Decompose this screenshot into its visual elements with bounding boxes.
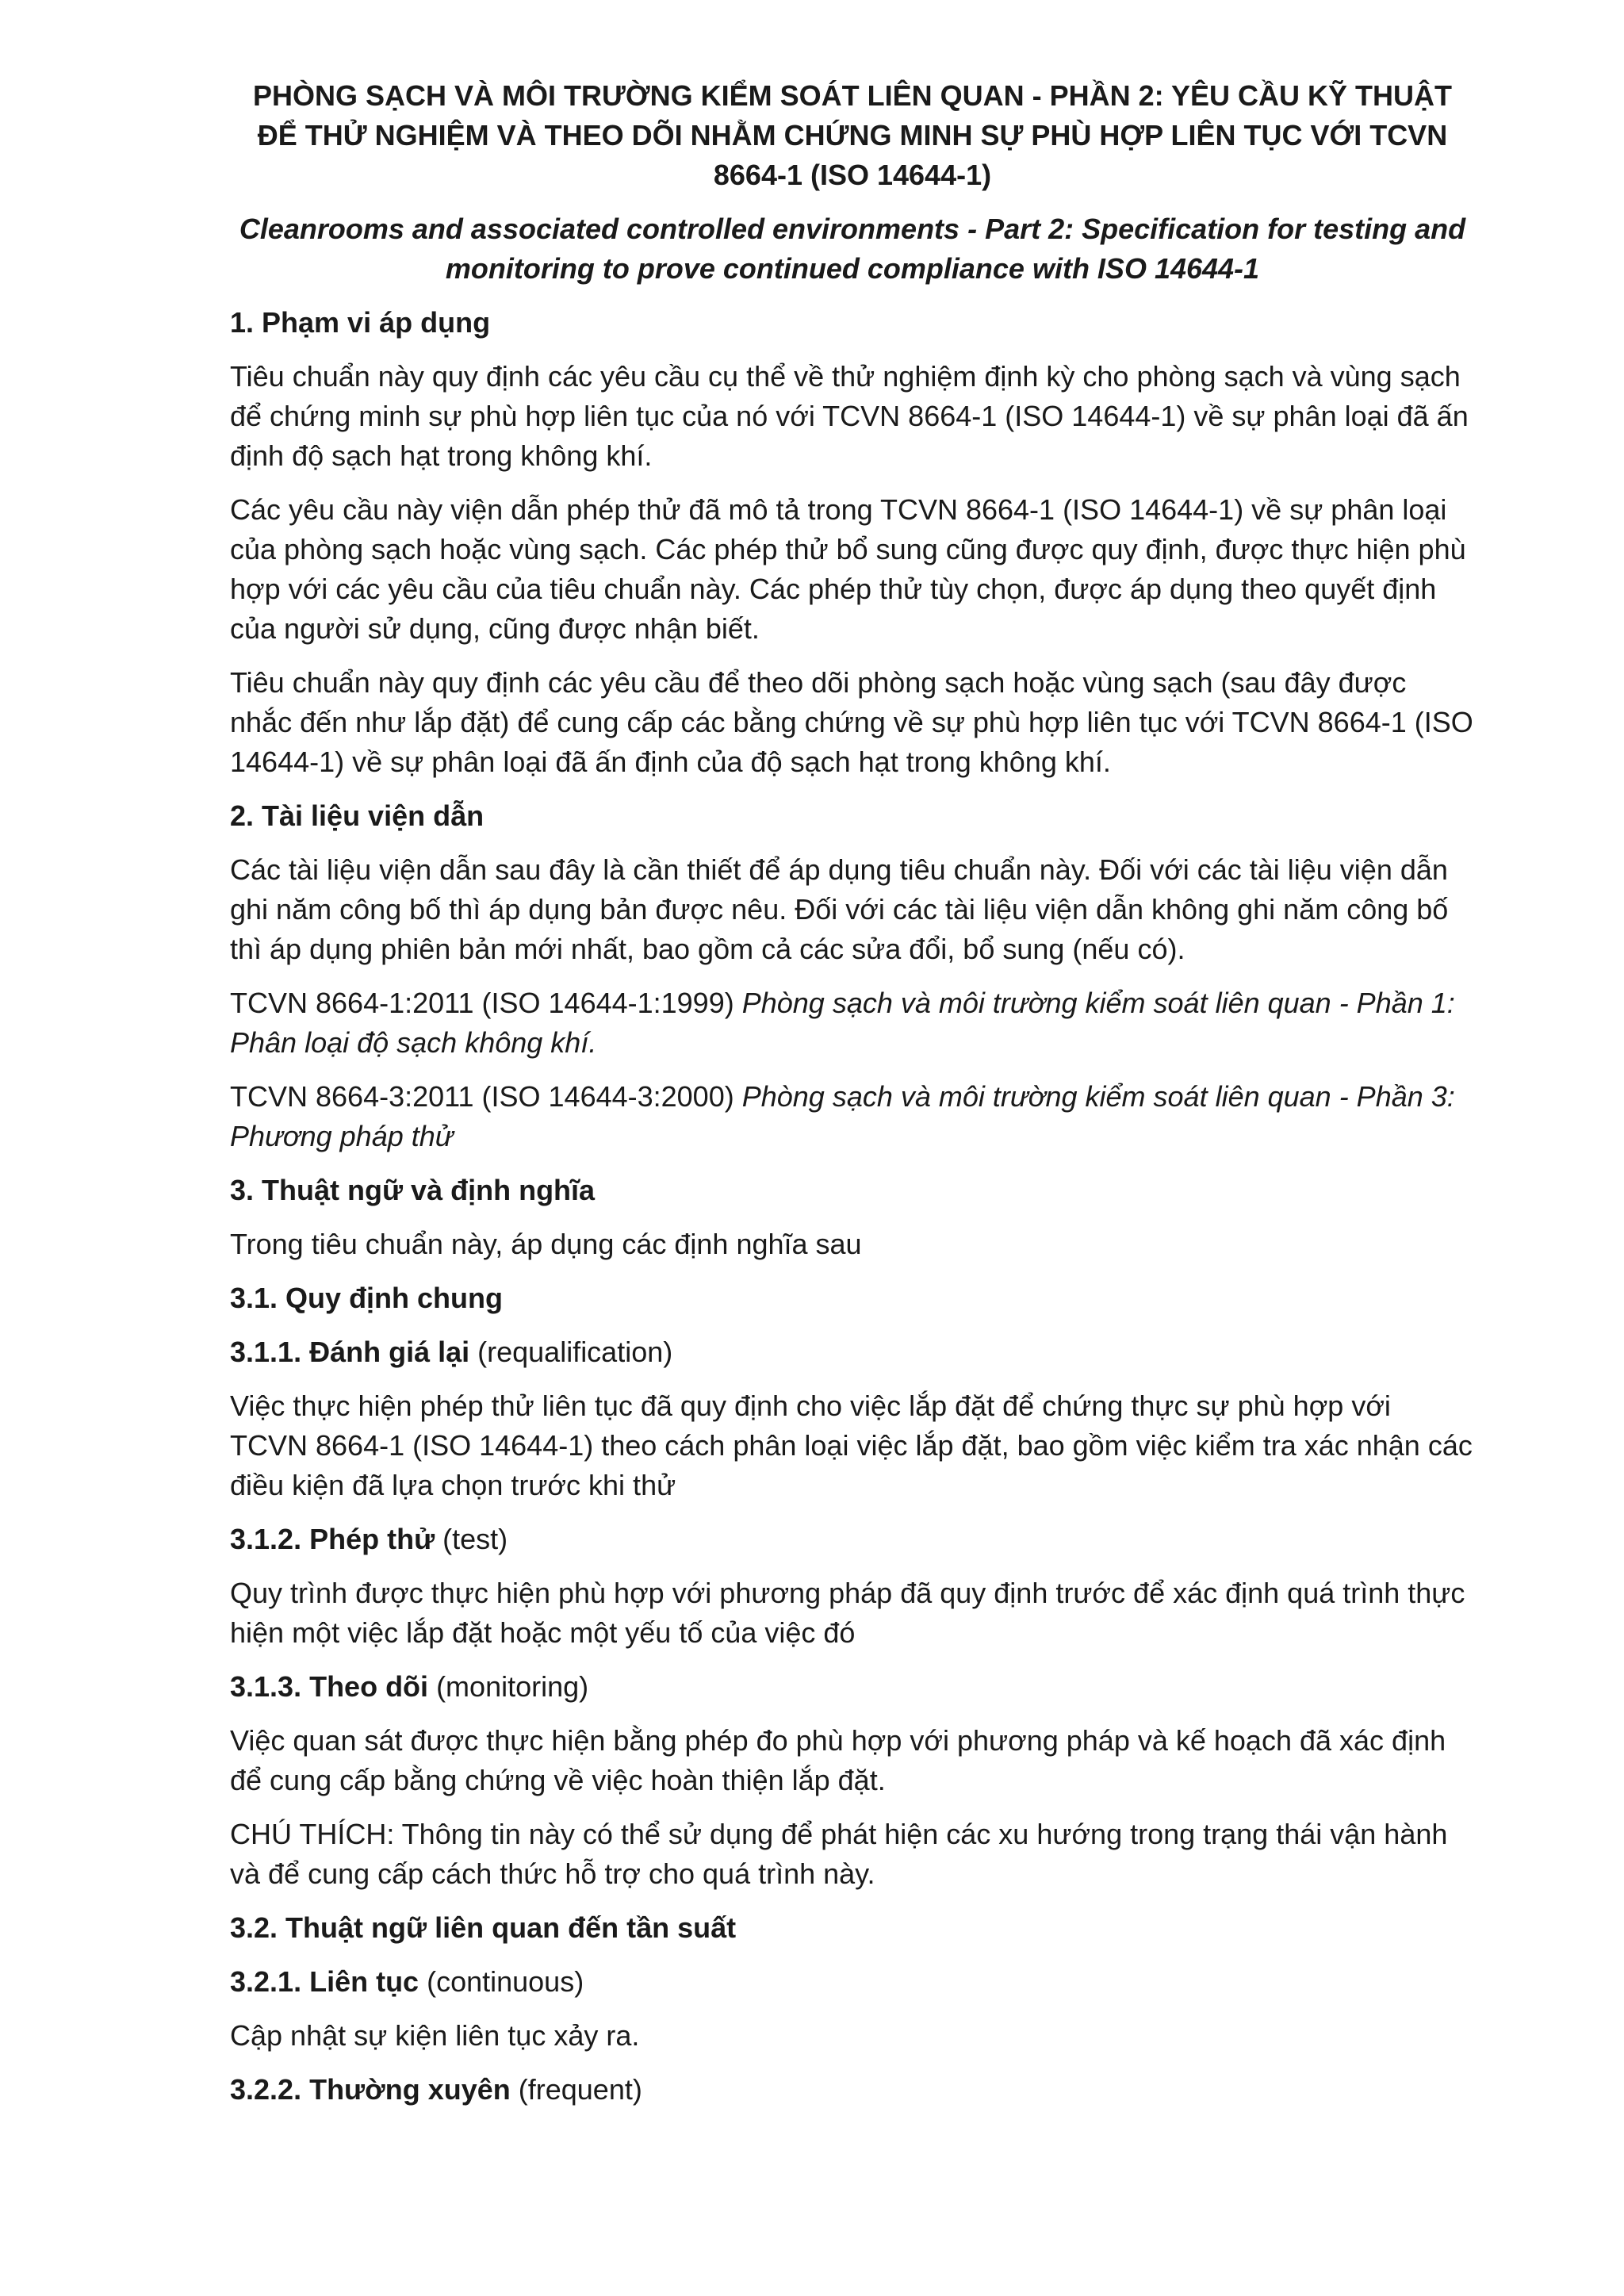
term-name: 3.1.2. Phép thử (230, 1523, 435, 1555)
section-2-heading: 2. Tài liệu viện dẫn (230, 799, 485, 832)
term-name: 3.1.3. Theo dõi (230, 1670, 429, 1703)
term-3-1-3 (230, 1667, 1475, 1707)
reference-title: Phòng sạch và môi trường kiểm soát liên quan - Phần 3: Phương pháp thử (230, 1080, 1455, 1152)
document-subtitle: Cleanrooms and associated controlled environments - Part 2: Specification for testing and monitoring to prove continued compliance with ISO 14644-1 (239, 213, 1466, 285)
document-page (230, 76, 1475, 2110)
section-3-2-heading: 3.2. Thuật ngữ liên quan đến tần suất (230, 1911, 737, 1944)
term-3-1-3-definition: Việc quan sát được thực hiện bằng phép đo phù hợp với phương pháp và kế hoạch đã xác định để cung cấp bằng chứng về việc hoàn thiện lắp đặt. (230, 1724, 1446, 1796)
note: CHÚ THÍCH: Thông tin này có thể sử dụng để phát hiện các xu hướng trong trạng thái vận hành và để cung cấp cách thức hỗ trợ cho quá trình này. (230, 1818, 1448, 1890)
term-name: 3.2.1. Liên tục (230, 1965, 419, 1998)
section-3-intro: Trong tiêu chuẩn này, áp dụng các định nghĩa sau (230, 1228, 862, 1260)
normative-reference-2 (230, 1077, 1475, 1156)
document-title: PHÒNG SẠCH VÀ MÔI TRƯỜNG KIỂM SOÁT LIÊN QUAN - PHẦN 2: YÊU CẦU KỸ THUẬT ĐỂ THỬ NGHIỆM VÀ THEO DÕI NHẰM CHỨNG MINH SỰ PHÙ HỢP LIÊN TỤC VỚI TCVN 8664-1 (ISO 14644-1) (253, 79, 1452, 191)
section-1-paragraph-2: Các yêu cầu này viện dẫn phép thử đã mô tả trong TCVN 8664-1 (ISO 14644-1) về sự phân loại của phòng sạch hoặc vùng sạch. Các phép thử bổ sung cũng được quy định, được thực hiện phù hợp với các yêu cầu của tiêu chuẩn này. Các phép thử tùy chọn, được áp dụng theo quyết định của người sử dụng, cũng được nhận biết. (230, 493, 1466, 645)
reference-code: TCVN 8664-1:2011 (ISO 14644-1:1999) (230, 987, 742, 1019)
reference-code: TCVN 8664-3:2011 (ISO 14644-3:2000) (230, 1080, 742, 1113)
term-3-1-1 (230, 1332, 1475, 1372)
term-3-1-1-definition: Việc thực hiện phép thử liên tục đã quy định cho việc lắp đặt để chứng thực sự phù hợp với TCVN 8664-1 (ISO 14644-1) theo cách phân loại việc lắp đặt, bao gồm việc kiểm tra xác nhận các điều kiện đã lựa chọn trước khi thử (230, 1389, 1473, 1501)
term-name: 3.2.2. Thường xuyên (230, 2073, 511, 2106)
term-3-1-2-definition: Quy trình được thực hiện phù hợp với phương pháp đã quy định trước để xác định quá trình thực hiện một việc lắp đặt hoặc một yếu tố của việc đó (230, 1577, 1465, 1649)
term-3-2-1-definition: Cập nhật sự kiện liên tục xảy ra. (230, 2019, 640, 2052)
term-english: (monitoring) (428, 1670, 589, 1703)
section-1-paragraph-1: Tiêu chuẩn này quy định các yêu cầu cụ thể về thử nghiệm định kỳ cho phòng sạch và vùng sạch để chứng minh sự phù hợp liên tục của nó với TCVN 8664-1 (ISO 14644-1) về sự phân loại đã ấn định độ sạch hạt trong không khí. (230, 360, 1469, 472)
term-name: 3.1.1. Đánh giá lại (230, 1336, 470, 1368)
section-2-paragraph-1: Các tài liệu viện dẫn sau đây là cần thiết để áp dụng tiêu chuẩn này. Đối với các tài liệu viện dẫn ghi năm công bố thì áp dụng bản được nêu. Đối với các tài liệu viện dẫn không ghi năm công bố thì áp dụng phiên bản mới nhất, bao gồm cả các sửa đổi, bổ sung (nếu có). (230, 853, 1449, 965)
term-3-1-2 (230, 1520, 1475, 1559)
section-1-paragraph-3: Tiêu chuẩn này quy định các yêu cầu để theo dõi phòng sạch hoặc vùng sạch (sau đây được nhắc đến như lắp đặt) để cung cấp các bằng chứng về sự phù hợp liên tục với TCVN 8664-1 (ISO 14644-1) về sự phân loại đã ấn định của độ sạch hạt trong không khí. (230, 666, 1473, 778)
term-3-2-2 (230, 2070, 1475, 2110)
term-english: (frequent) (510, 2073, 642, 2106)
term-english: (requalification) (469, 1336, 673, 1368)
section-3-1-heading: 3.1. Quy định chung (230, 1282, 504, 1314)
section-1-heading: 1. Phạm vi áp dụng (230, 306, 491, 339)
normative-reference-1 (230, 983, 1475, 1063)
term-3-2-1 (230, 1962, 1475, 2002)
term-english: (continuous) (419, 1965, 584, 1998)
reference-title: Phòng sạch và môi trường kiểm soát liên quan - Phần 1: Phân loại độ sạch không khí. (230, 987, 1455, 1059)
section-3-heading: 3. Thuật ngữ và định nghĩa (230, 1174, 596, 1206)
term-english: (test) (435, 1523, 508, 1555)
